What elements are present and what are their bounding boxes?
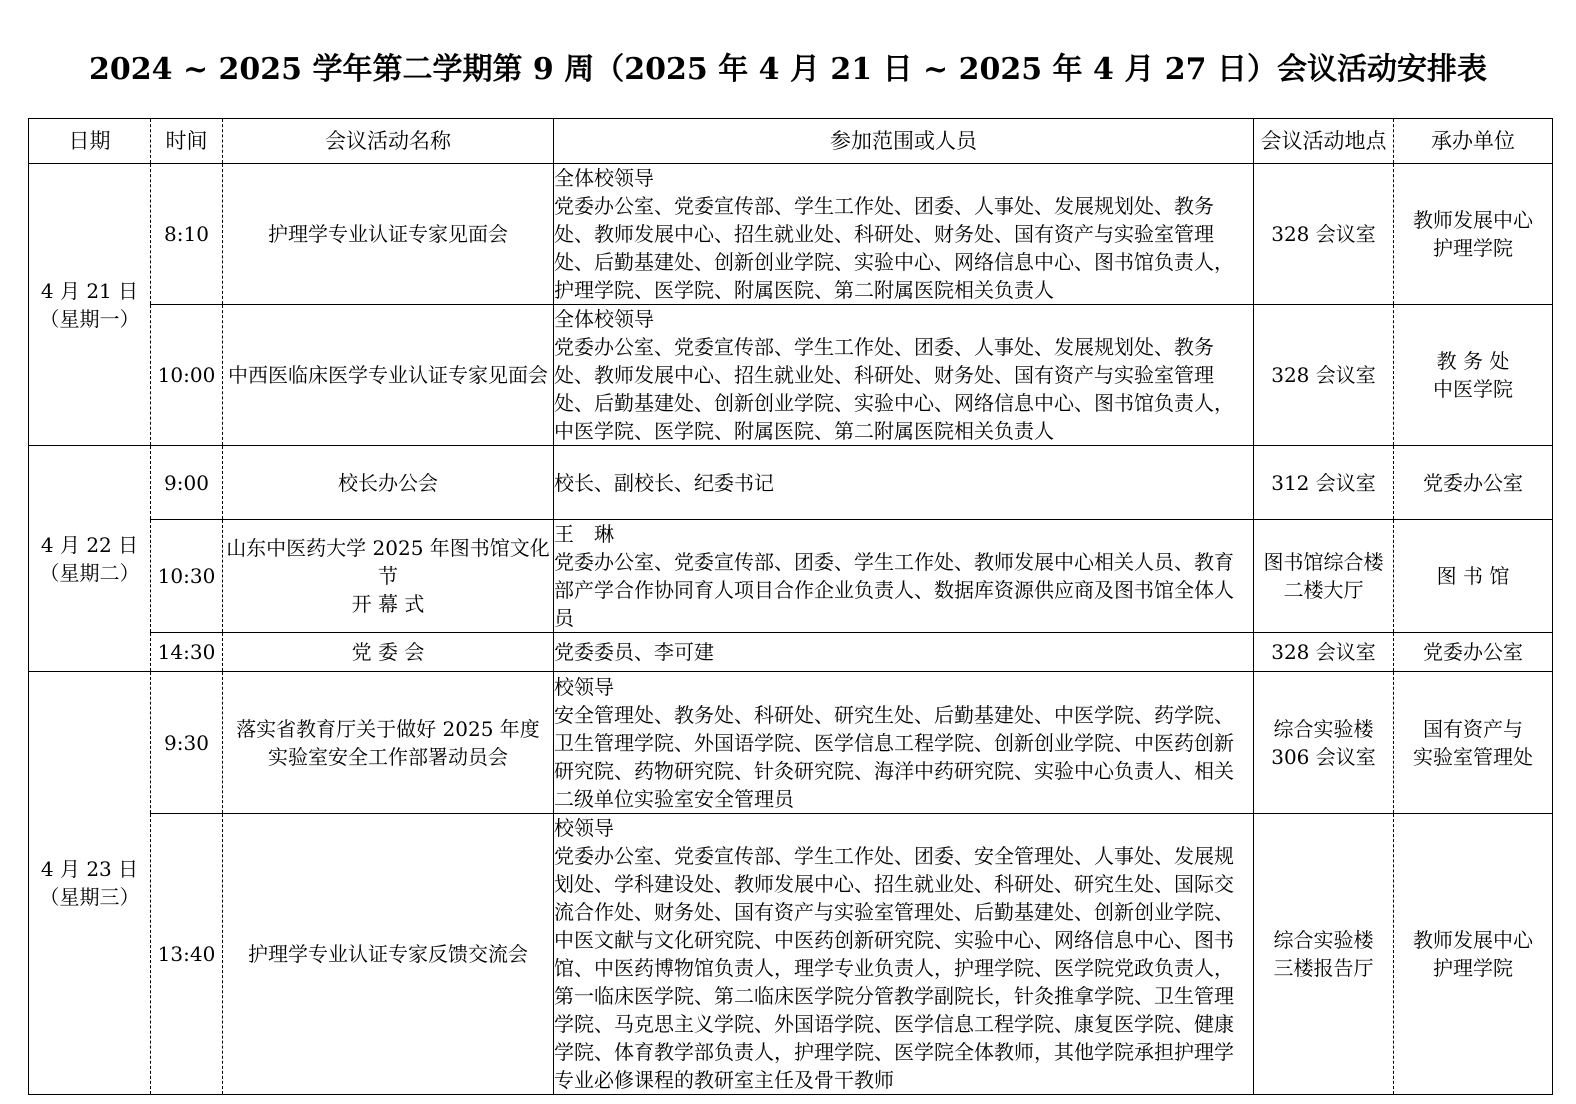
participants-line: 校领导 <box>554 816 614 840</box>
event-name-line: 实验室安全工作部署动员会 <box>268 744 508 769</box>
organizer-cell <box>1394 814 1553 1095</box>
location-cell <box>1254 446 1394 520</box>
participants-line: 党委办公室、党委宣传部、团委、学生工作处、教师发展中心相关人员、教育部产学合作协同育人项目合作企业负责人、数据库资源供应商及图书馆全体人员 <box>554 550 1234 630</box>
participants-cell <box>554 814 1254 1095</box>
page-title: 2024 ~ 2025 学年第二学期第 9 周（2025 年 4 月 21 日 ~ 2025 年 4 月 27 日）会议活动安排表 <box>89 52 1487 87</box>
table-row <box>29 164 1553 305</box>
organizer-line: 护理学院 <box>1433 956 1513 980</box>
organizer-line: 党委办公室 <box>1423 640 1523 664</box>
organizer-line: 图 书 馆 <box>1436 564 1510 588</box>
event-name-cell <box>223 520 554 633</box>
location-cell <box>1254 520 1394 633</box>
event-name-line: 开 幕 式 <box>351 592 425 616</box>
weekday-text: （星期一） <box>39 306 140 331</box>
organizer-cell <box>1394 633 1553 672</box>
event-name-line: 落实省教育厅关于做好 2025 年度 <box>236 716 540 741</box>
header-row <box>29 119 1553 164</box>
organizer-line: 教师发展中心 <box>1413 208 1533 232</box>
weekday-text: （星期三） <box>39 885 140 909</box>
location-line: 三楼报告厅 <box>1273 956 1374 980</box>
date-text: 4 月 23 日 <box>40 857 139 881</box>
time-cell: 9:00 <box>151 446 223 520</box>
participants-line: 全体校领导 <box>554 307 654 331</box>
participants-line: 校领导 <box>554 674 614 699</box>
participants-line: 党委委员、李可建 <box>554 640 714 664</box>
location-line: 综合实验楼 <box>1273 716 1374 741</box>
participants-line: 安全管理处、教务处、科研处、研究生处、后勤基建处、中医学院、药学院、卫生管理学院、外国语学院、医学信息工程学院、创新创业学院、中医药创新研究院、药物研究院、针灸研究院、海洋中药研究院、实验中心负责人、相关二级单位实验室安全管理员 <box>554 702 1234 811</box>
schedule-table <box>28 118 1553 1095</box>
weekday-text: （星期二） <box>39 560 140 585</box>
event-name-cell <box>223 633 554 672</box>
header-organizer: 承办单位 <box>1394 119 1553 164</box>
event-name-line: 校长办公会 <box>338 470 438 495</box>
location-cell <box>1254 814 1394 1095</box>
participants-line: 党委办公室、党委宣传部、学生工作处、团委、人事处、发展规划处、教务处、教师发展中心、招生就业处、科研处、财务处、国有资产与实验室管理处、后勤基建处、创新创业学院、实验中心、网络信息中心、图书馆负责人，中医学院、医学院、附属医院、第二附属医院相关负责人 <box>554 335 1234 443</box>
organizer-line: 教师发展中心 <box>1413 928 1533 952</box>
participants-line: 校长、副校长、纪委书记 <box>554 470 774 495</box>
location-line: 328 会议室 <box>1271 363 1376 387</box>
time-cell: 14:30 <box>151 633 223 672</box>
time-cell: 10:00 <box>151 305 223 446</box>
header-participants: 参加范围或人员 <box>554 119 1254 164</box>
organizer-line: 实验室管理处 <box>1413 744 1533 769</box>
header-name: 会议活动名称 <box>223 119 554 164</box>
table-row <box>29 633 1553 672</box>
participants-cell <box>554 672 1254 814</box>
event-name-line: 护理学专业认证专家见面会 <box>268 222 508 246</box>
time-cell: 10:30 <box>151 520 223 633</box>
date-cell <box>29 446 151 672</box>
location-cell <box>1254 633 1394 672</box>
organizer-cell <box>1394 305 1553 446</box>
participants-line: 全体校领导 <box>554 166 654 190</box>
event-name-line: 中西医临床医学专业认证专家见面会 <box>228 363 548 387</box>
table-row <box>29 520 1553 633</box>
header-time: 时间 <box>151 119 223 164</box>
event-name-line: 山东中医药大学 2025 年图书馆文化节 <box>226 536 550 588</box>
date-cell <box>29 164 151 446</box>
date-text: 4 月 21 日 <box>40 278 139 303</box>
participants-cell <box>554 633 1254 672</box>
participants-line: 党委办公室、党委宣传部、学生工作处、团委、人事处、发展规划处、教务处、教师发展中心、招生就业处、科研处、财务处、国有资产与实验室管理处、后勤基建处、创新创业学院、实验中心、网络信息中心、图书馆负责人，护理学院、医学院、附属医院、第二附属医院相关负责人 <box>554 194 1234 302</box>
header-location: 会议活动地点 <box>1254 119 1394 164</box>
organizer-cell <box>1394 672 1553 814</box>
location-line: 二楼大厅 <box>1283 578 1364 602</box>
participants-line: 党委办公室、党委宣传部、学生工作处、团委、安全管理处、人事处、发展规划处、学科建设处、教师发展中心、招生就业处、科研处、研究生处、国际交流合作处、财务处、国有资产与实验室管理处、后勤基建处、创新创业学院、中医文献与文化研究院、中医药创新研究院、实验中心、网络信息中心、图书馆、中医药博物馆负责人，理学专业负责人，护理学院、医学院党政负责人，第一临床医学院、第二临床医学院分管教学副院长，针灸推拿学院、卫生管理学院、马克思主义学院、外国语学院、医学信息工程学院、康复医学院、健康学院、体育教学部负责人，护理学院、医学院全体教师，其他学院承担护理学专业必修课程的教研室主任及骨干教师 <box>554 844 1234 1092</box>
event-name-cell <box>223 672 554 814</box>
event-name-cell <box>223 164 554 305</box>
location-line: 306 会议室 <box>1271 744 1376 769</box>
organizer-line: 党委办公室 <box>1423 470 1523 495</box>
location-cell <box>1254 305 1394 446</box>
table-row <box>29 305 1553 446</box>
table-row <box>29 672 1553 814</box>
location-line: 328 会议室 <box>1271 640 1376 664</box>
time-cell: 13:40 <box>151 814 223 1095</box>
organizer-cell <box>1394 446 1553 520</box>
organizer-line: 中医学院 <box>1433 377 1513 401</box>
organizer-line: 教 务 处 <box>1436 349 1510 373</box>
participants-cell <box>554 520 1254 633</box>
location-cell <box>1254 672 1394 814</box>
date-text: 4 月 22 日 <box>40 532 139 557</box>
location-line: 综合实验楼 <box>1273 928 1374 952</box>
organizer-line: 护理学院 <box>1433 236 1513 260</box>
participants-line: 王 琳 <box>554 522 614 546</box>
location-line: 312 会议室 <box>1271 470 1376 495</box>
event-name-cell <box>223 814 554 1095</box>
date-cell <box>29 672 151 1095</box>
organizer-cell <box>1394 164 1553 305</box>
location-line: 图书馆综合楼 <box>1263 550 1384 574</box>
event-name-cell <box>223 305 554 446</box>
header-date: 日期 <box>29 119 151 164</box>
event-name-line: 党 委 会 <box>351 640 425 664</box>
organizer-cell <box>1394 520 1553 633</box>
table-row <box>29 446 1553 520</box>
event-name-line: 护理学专业认证专家反馈交流会 <box>248 942 528 966</box>
event-name-cell <box>223 446 554 520</box>
time-cell: 9:30 <box>151 672 223 814</box>
organizer-line: 国有资产与 <box>1423 716 1523 741</box>
time-cell: 8:10 <box>151 164 223 305</box>
participants-cell <box>554 305 1254 446</box>
participants-cell <box>554 446 1254 520</box>
participants-cell <box>554 164 1254 305</box>
location-cell <box>1254 164 1394 305</box>
table-row <box>29 814 1553 1095</box>
location-line: 328 会议室 <box>1271 222 1376 246</box>
